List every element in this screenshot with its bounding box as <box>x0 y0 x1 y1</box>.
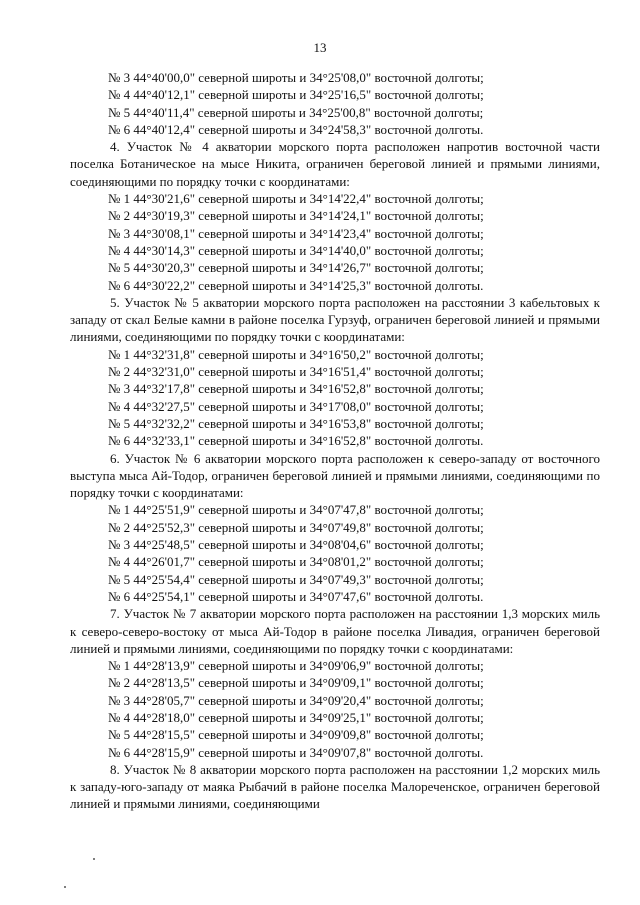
coordinate-line: № 1 44°30'21,6" северной широты и 34°14'22,4" восточной долготы; <box>108 191 484 207</box>
coordinate-line: № 3 44°32'17,8" северной широты и 34°16'52,8" восточной долготы; <box>108 381 484 397</box>
paragraph: 8. Участок № 8 акватории морского порта расположен на расстоянии 1,2 морских миль к западу-юго-западу от маяка Рыбачий в районе поселка Малореченское, ограничен береговой линией и прямыми линиями, соединяющими <box>70 761 600 812</box>
coordinate-line: № 5 44°32'32,2" северной широты и 34°16'53,8" восточной долготы; <box>108 415 484 431</box>
coordinate-line: № 2 44°30'19,3" северной широты и 34°14'24,1" восточной долготы; <box>108 208 484 224</box>
paragraph: 4. Участок № 4 акватории морского порта расположен напротив восточной части поселка Ботаническое на мысе Никита, ограничен береговой линией и прямыми линиями, соединяющими по порядку точки с координатами: <box>70 139 600 189</box>
coordinate-line: № 5 44°25'54,4" северной широты и 34°07'49,3" восточной долготы; <box>108 571 484 587</box>
coordinate-line: № 2 44°28'13,5" северной широты и 34°09'09,1" восточной долготы; <box>108 675 484 691</box>
coordinate-line: № 5 44°40'11,4" северной широты и 34°25'00,8" восточной долготы; <box>108 104 484 120</box>
coordinate-line: № 3 44°30'08,1" северной широты и 34°14'23,4" восточной долготы; <box>108 225 484 241</box>
coordinate-line: № 6 44°32'33,1" северной широты и 34°16'52,8" восточной долготы. <box>108 433 484 449</box>
coordinate-line: № 6 44°30'22,2" северной широты и 34°14'25,3" восточной долготы. <box>108 277 484 293</box>
paragraph: 5. Участок № 5 акватории морского порта расположен на расстоянии 3 кабельтовых к западу от скал Белые камни в районе поселка Гурзуф, ограничен береговой линией и прямыми линиями, соединяющими по порядку точки с координатами: <box>70 294 600 345</box>
coordinate-line: № 4 44°30'14,3" северной широты и 34°14'40,0" восточной долготы; <box>108 242 484 258</box>
coordinate-line: № 6 44°40'12,4" северной широты и 34°24'58,3" восточной долготы. <box>108 121 484 137</box>
coordinate-line: № 4 44°32'27,5" северной широты и 34°17'08,0" восточной долготы; <box>108 398 484 414</box>
coordinate-line: № 5 44°30'20,3" северной широты и 34°14'26,7" восточной долготы; <box>108 260 484 276</box>
coordinate-line: № 3 44°25'48,5" северной широты и 34°08'04,6" восточной долготы; <box>108 537 484 553</box>
scan-speck <box>93 858 95 860</box>
coordinate-line: № 4 44°40'12,1" северной широты и 34°25'16,5" восточной долготы; <box>108 87 484 103</box>
coordinate-line: № 6 44°25'54,1" северной широты и 34°07'47,6" восточной долготы. <box>108 588 484 604</box>
page-number: 13 <box>313 40 327 55</box>
paragraph: 6. Участок № 6 акватории морского порта расположен к северо-западу от восточного выступа мыса Ай-Тодор, ограничен береговой линией и прямыми линиями, соединяющими по порядку точки с координатами: <box>70 450 600 501</box>
coordinate-line: № 1 44°28'13,9" северной широты и 34°09'06,9" восточной долготы; <box>108 658 484 674</box>
coordinate-line: № 4 44°26'01,7" северной широты и 34°08'01,2" восточной долготы; <box>108 554 484 570</box>
coordinate-line: № 3 44°40'00,0" северной широты и 34°25'08,0" восточной долготы; <box>108 70 484 85</box>
coordinate-line: № 1 44°32'31,8" северной широты и 34°16'50,2" восточной долготы; <box>108 346 484 362</box>
document-body <box>70 69 600 813</box>
coordinate-line: № 2 44°32'31,0" северной широты и 34°16'51,4" восточной долготы; <box>108 364 484 380</box>
coordinate-line: № 3 44°28'05,7" северной широты и 34°09'20,4" восточной долготы; <box>108 692 484 708</box>
coordinate-line: № 6 44°28'15,9" северной широты и 34°09'07,8" восточной долготы. <box>108 744 484 760</box>
paragraph: 7. Участок № 7 акватории морского порта расположен на расстоянии 1,3 морских миль к северо-северо-востоку от мыса Ай-Тодор в районе поселка Ливадия, ограничен береговой линией и прямыми линиями, соединяющими по порядку точки с координатами: <box>70 606 600 656</box>
coordinate-line: № 4 44°28'18,0" северной широты и 34°09'25,1" восточной долготы; <box>108 709 484 725</box>
coordinate-line: № 2 44°25'52,3" северной широты и 34°07'49,8" восточной долготы; <box>108 519 484 535</box>
coordinate-line: № 5 44°28'15,5" северной широты и 34°09'09,8" восточной долготы; <box>108 727 484 743</box>
scan-speck <box>64 886 66 888</box>
coordinate-line: № 1 44°25'51,9" северной широты и 34°07'47,8" восточной долготы; <box>108 502 484 518</box>
